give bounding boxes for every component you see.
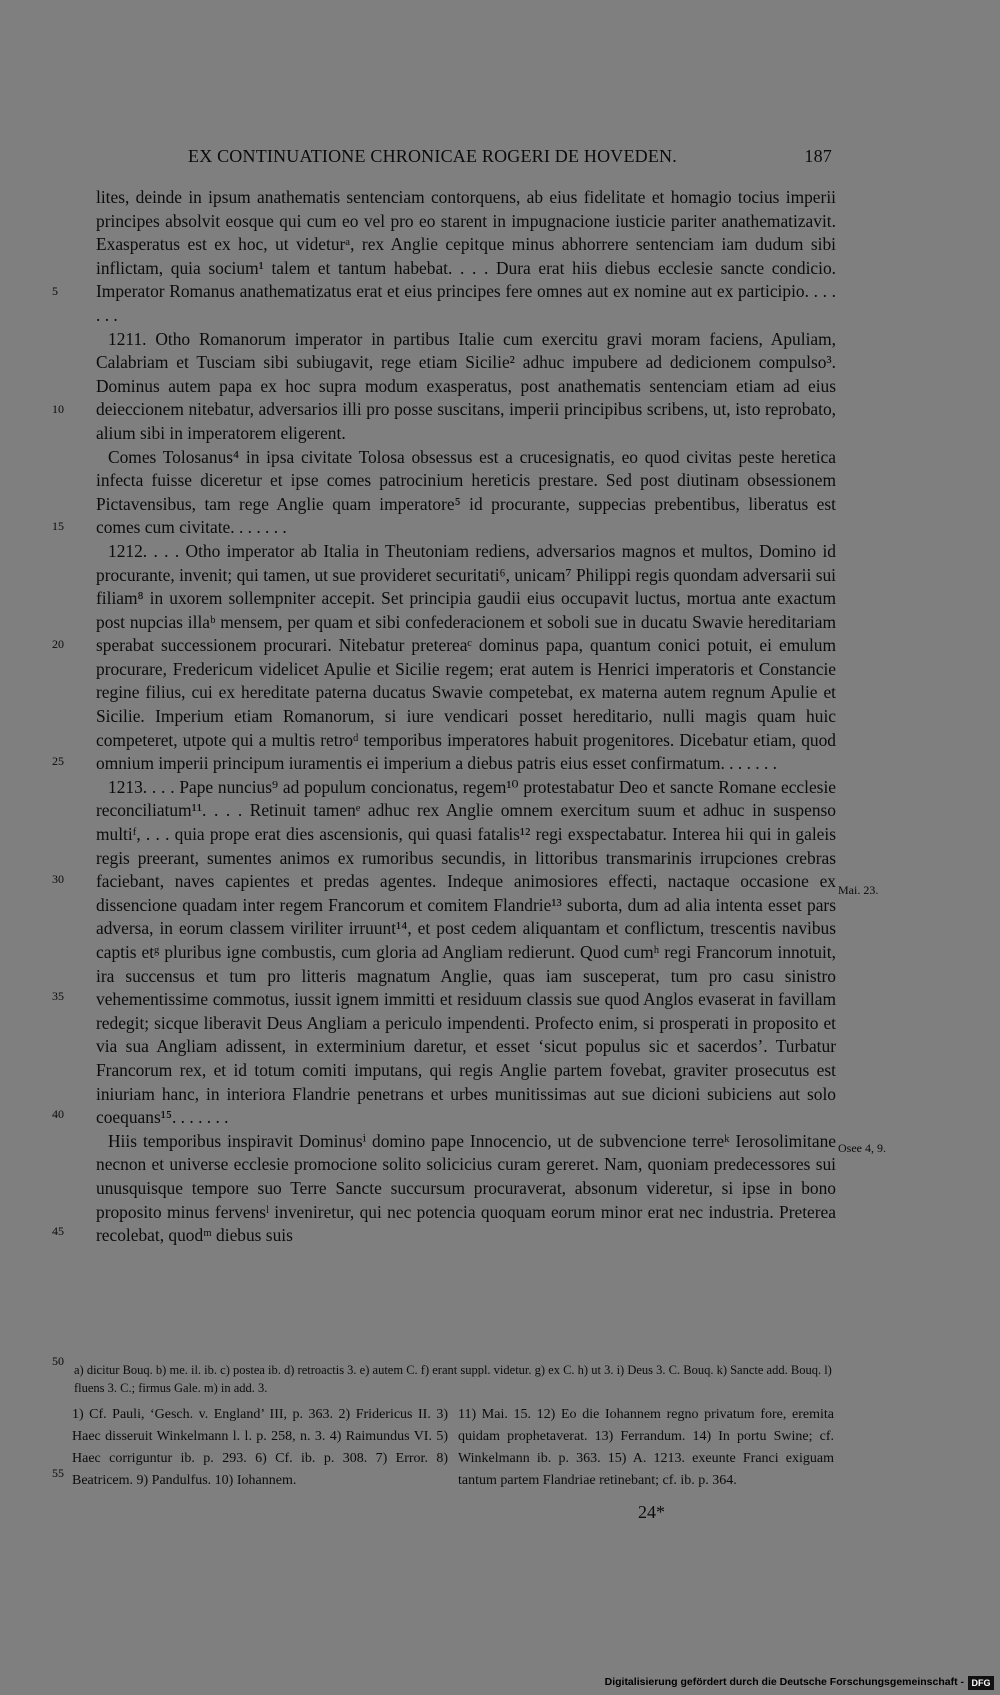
paragraph: 1211. Otho Romanorum imperator in partibus Italie cum exercitu gravi moram faciens, Apuliam, Calabriam et Tusciam sibi subiugavit, rege etiam Sicilie² adhuc impubere ad dedicionem compulso³. Dominus autem papa ex hoc supra modum exasperatus, post anathematis sentenciam etiam ad eius deieccionem nitebatur, adversarios illi pro posse suscitans, imperii principibus scribens, ut, isto reprobato, alium sibi in imperatorem eligerent.	[96, 328, 836, 443]
line-number: 50	[52, 1354, 64, 1368]
line-number: 30	[52, 872, 64, 886]
paragraph: 1212. . . . Otho imperator ab Italia in Theutoniam rediens, adversarios magnos et multos, Domino id procurante, invenit; qui tamen, ut sue provideret securitati⁶, unicam⁷ Philippi regis quondam adversarii sui filiam⁸ in uxorem sollempniter accepit. Set principia gaudii eius occupavit luctus, mortua ante exactum post nupcias illaᵇ mensem, per quam et sibi confederacionem et soboli sue in ducatu Swavie hereditariam sperabat successionem procurari. Nitebatur pretereaᶜ dominus papa, quantum conici potuit, ei emulum procurare, Fredericum videlicet Apulie et Sicilie regem; erat autem is Henrici imperatoris et Constancie regine filius, cui ex hereditate paterna ducatus Swavie competebat, ex materna autem regnum Apulie et Sicilie. Imperium etiam Romanorum, si iure vendicari posset hereditario, nulli magis quam huic competeret, utpote qui a multis retroᵈ temporibus imperatores habuit progenitores. Dicebatur etiam, quod omnium imperii principum iuramentis ei imperium a diebus patris eius esset confirmatum. . . . . . .	[96, 540, 836, 774]
paragraph: Hiis temporibus inspiravit Dominusⁱ domino pape Innocencio, ut de subvencione terreᵏ Ierosolimitane necnon et universe ecclesie promocione solito solicicius curam gereret. Nam, quoniam predecessores sui unusquisque tempore suo Terre Sancte succursum procuraverat, absonum videretur, si ipse in bono proposito minus fervensˡ inveniretur, qui nec potencia quoquam eorum minor erat nec industria. Preterea recolebat, quodᵐ diebus suis	[96, 1130, 836, 1246]
footnotes-numbered	[72, 1404, 834, 1492]
main-text	[96, 186, 836, 1248]
margin-note: Mai. 23.	[838, 883, 879, 897]
line-number: 40	[52, 1107, 64, 1121]
line-number: 45	[52, 1224, 64, 1238]
line-number: 25	[52, 754, 64, 768]
dfg-logo: DFG	[968, 1676, 994, 1690]
signature-mark: 24*	[638, 1502, 665, 1522]
running-header	[188, 146, 832, 167]
line-number: 55	[52, 1466, 64, 1480]
line-number: 15	[52, 519, 64, 533]
paragraph: lites, deinde in ipsum anathematis sentenciam contorquens, ab eius fidelitate et homagio tocius imperii principes absolvit eosque qui cum eo vel pro eo starent in impugnacione iusticie pariter anathematizavit. Exasperatus est ex hoc, ut videturᵃ, rex Anglie cepitque minus abhorrere sentenciam iam dudum sibi inflictam, quia socium¹ talem et tantum habebat. . . . Dura erat hiis diebus ecclesie sancte condicio. Imperator Romanus anathematizatus erat et eius principes fere omnes aut ex nomine aut ex participio. . . . . . .	[96, 187, 836, 325]
footnote-column: 1) Cf. Pauli, ‘Gesch. v. England’ III, p. 363. 2) Fridericus II. 3) Haec disseruit Winkelmann l. l. p. 258, n. 3. 4) Raimundus VI. 5) Haec corriguntur ib. p. 293. 6) Cf. ib. p. 308. 7) Error. 8) Beatricem. 9) Pandulfus. 10) Iohannem.	[72, 1407, 448, 1488]
line-number: 20	[52, 637, 64, 651]
line-number: 10	[52, 402, 64, 416]
digitization-note: Digitalisierung gefördert durch die Deutsche Forschungsgemeinschaft -	[604, 1676, 964, 1688]
line-number: 35	[52, 989, 64, 1003]
footnote-column: 11) Mai. 15. 12) Eo die Iohannem regno privatum fore, eremita quidam prophetaverat. 13) Ferrandum. 14) In portu Swine; cf. Winkelmann ib. p. 363. 15) A. 1213. exeunte Franci exiguam tantum partem Flandriae retinebant; cf. ib. p. 364.	[458, 1407, 834, 1488]
paragraph: Comes Tolosanus⁴ in ipsa civitate Tolosa obsessus est a crucesignatis, eo quod civitas peste heretica infecta fuisse diceretur et ipse comes patrocinium hereticis prestare. Sed post diutinam obsessionem Pictavensibus, tam rege Anglie quam imperatore⁵ id procurante, suppecias prebentibus, liberatus est comes cum civitate. . . . . . .	[96, 446, 836, 538]
paragraph: 1213. . . . Pape nuncius⁹ ad populum concionatus, regem¹⁰ protestabatur Deo et sancte Romane ecclesie reconciliatum¹¹. . . . Retinuit tamenᵉ adhuc rex Anglie omnem exercitum suum et adhuc in suspenso multiᶠ, . . . quia prope erat dies ascensionis, qui quasi fatalis¹² regi exspectabatur. Interea hii qui in galeis regis preerant, sumentes animos ex rumoribus secundis, in littoribus transmarinis irrupciones crebras faciebant, naves capientes et predas agentes. Indeque animosiores effecti, nactaque occasione ex dissencione quadam inter regem Francorum et comitem Flandrie¹³ suborta, dum ad alia intenta esset pars adversa, in eorum classem viriliter irruunt¹⁴, et post cedem aliquantam et conflictum, trescentis navibus captis etᵍ pluribus igne combustis, cum gloria ad Angliam redierunt. Quod cumʰ regi Francorum innotuit, ira succensus et tum pro litteris magnatum Anglie, quas iam susceperat, tum pro casu sinistro vehementissime commotus, iussit ignem immitti et residuum classis sue quod Anglos evaserat in favillam redegit; sicque liberavit Deus Angliam a periculo impendenti. Profecto enim, si prosperati in proposito et via sua Angliam adissent, in exterminium daretur, et esset ‘sicut populus sic et sacerdos’. Turbatur Francorum rex, et id totum comiti imputans, qui regis Anglie partem fovebat, graviter prosecutus est iniuriam hanc, in interiora Flandrie penetrans et urbes munitissimas aut sue dicioni subiciens aut solo coequans¹⁵. . . . . . .	[96, 776, 836, 1128]
line-number: 5	[52, 284, 58, 298]
page-number: 187	[804, 146, 832, 166]
margin-note: Osee 4, 9.	[838, 1141, 886, 1155]
footnotes-variants: a) dicitur Bouq. b) me. il. ib. c) postea ib. d) retroactis 3. e) autem C. f) erant suppl. videtur. g) ex C. h) ut 3. i) Deus 3. C. Bouq. k) Sancte add. Bouq. l) fluens 3. C.; firmus Gale. m) in add. 3.	[74, 1363, 832, 1395]
page-title: EX CONTINUATIONE CHRONICAE ROGERI DE HOVEDEN.	[188, 146, 677, 166]
